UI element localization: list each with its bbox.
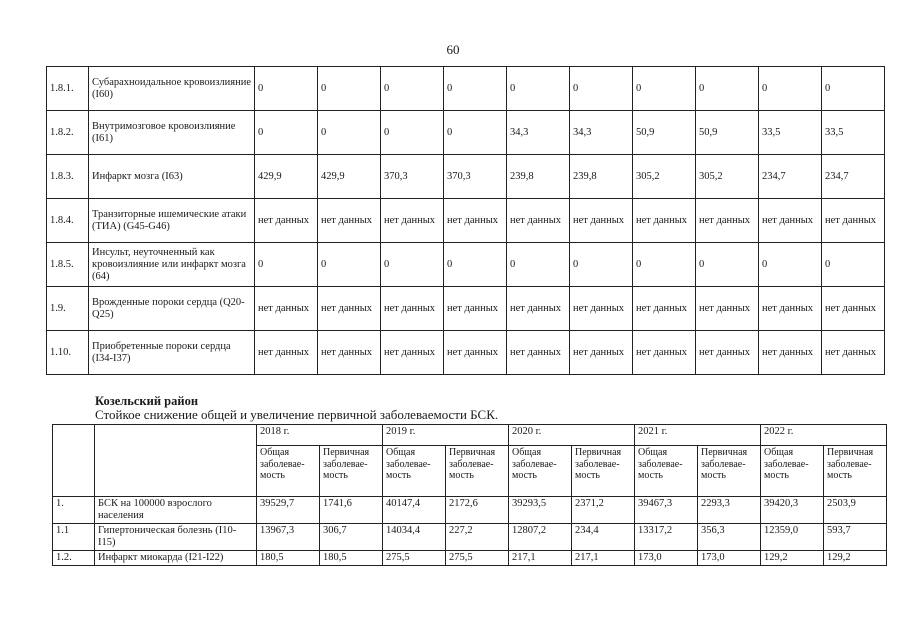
- table-cell: 39293,5: [509, 497, 572, 524]
- table-cell: 33,5: [822, 111, 885, 155]
- table-cell: нет данных: [633, 331, 696, 375]
- table-cell: 0: [570, 243, 633, 287]
- table-cell: 13967,3: [257, 524, 320, 551]
- table-cell: 217,1: [572, 551, 635, 566]
- year-header: 2020 г.: [509, 425, 635, 446]
- table-cell: 50,9: [633, 111, 696, 155]
- table-cell: 306,7: [320, 524, 383, 551]
- table-cell: нет данных: [381, 199, 444, 243]
- table-cell: нет данных: [822, 331, 885, 375]
- table-cell: 305,2: [633, 155, 696, 199]
- table-cell: нет данных: [255, 331, 318, 375]
- row-label: Врожденные пороки сердца (Q20-Q25): [89, 287, 255, 331]
- table-cell: 593,7: [824, 524, 887, 551]
- table-cell: 0: [381, 111, 444, 155]
- table-cell: 0: [507, 243, 570, 287]
- table-cell: 0: [759, 243, 822, 287]
- table-cell: нет данных: [570, 199, 633, 243]
- table-cell: нет данных: [759, 331, 822, 375]
- row-number: 1.10.: [47, 331, 89, 375]
- subheader-cell: Общая заболевае-мость: [257, 446, 320, 497]
- table-cell: нет данных: [444, 287, 507, 331]
- table-cell: 234,7: [822, 155, 885, 199]
- table-cell: 0: [633, 243, 696, 287]
- table-cell: 180,5: [320, 551, 383, 566]
- subheader-cell: Общая заболевае-мость: [761, 446, 824, 497]
- table-cell: 0: [381, 243, 444, 287]
- table-cell: нет данных: [507, 287, 570, 331]
- table-cell: 33,5: [759, 111, 822, 155]
- table-cell: 239,8: [570, 155, 633, 199]
- row-number: 1.9.: [47, 287, 89, 331]
- table-cell: 0: [696, 243, 759, 287]
- table-row: [47, 199, 885, 243]
- subheader-cell: Первичная заболевае-мость: [320, 446, 383, 497]
- table-cell: 429,9: [318, 155, 381, 199]
- table-row: [47, 331, 885, 375]
- table-cell: 173,0: [635, 551, 698, 566]
- year-header: 2022 г.: [761, 425, 887, 446]
- table-cell: 0: [507, 67, 570, 111]
- section-subtitle: Стойкое снижение общей и увеличение первичной заболеваемости БСК.: [95, 407, 499, 422]
- table-cell: нет данных: [696, 287, 759, 331]
- table-cell: 34,3: [507, 111, 570, 155]
- table-cell: 356,3: [698, 524, 761, 551]
- table-cell: 0: [255, 67, 318, 111]
- row-number: 1.1: [53, 524, 95, 551]
- table-cell: нет данных: [381, 287, 444, 331]
- table-cell: 429,9: [255, 155, 318, 199]
- row-label: Гипертоническая болезнь (I10-I15): [95, 524, 257, 551]
- table-cell: 0: [318, 67, 381, 111]
- table-cell: 0: [255, 243, 318, 287]
- table-cell: 39420,3: [761, 497, 824, 524]
- row-label: Транзиторные ишемические атаки (ТИА) (G45-G46): [89, 199, 255, 243]
- table-cell: 40147,4: [383, 497, 446, 524]
- year-header: 2021 г.: [635, 425, 761, 446]
- table-cell: 0: [318, 243, 381, 287]
- row-number: 1.8.4.: [47, 199, 89, 243]
- table-cell: 1741,6: [320, 497, 383, 524]
- table-cell: 0: [381, 67, 444, 111]
- table-cell: 39529,7: [257, 497, 320, 524]
- row-label: Внутримозговое кровоизлияние (I61): [89, 111, 255, 155]
- table-cell: 0: [822, 67, 885, 111]
- row-label: Субарахноидальное кровоизлияние (I60): [89, 67, 255, 111]
- table-cell: нет данных: [318, 287, 381, 331]
- row-number: 1.8.5.: [47, 243, 89, 287]
- table-cell: 2371,2: [572, 497, 635, 524]
- table-cell: 234,7: [759, 155, 822, 199]
- table-row: [47, 155, 885, 199]
- table-cell: нет данных: [507, 331, 570, 375]
- year-header-row: [53, 425, 887, 446]
- table-cell: 0: [444, 243, 507, 287]
- subheader-cell: Общая заболевае-мость: [509, 446, 572, 497]
- row-number: 1.8.1.: [47, 67, 89, 111]
- table-cell: нет данных: [444, 199, 507, 243]
- table-cell: нет данных: [444, 331, 507, 375]
- table-cell: 234,4: [572, 524, 635, 551]
- table-row: [53, 524, 887, 551]
- table-cell: 50,9: [696, 111, 759, 155]
- table-cell: 0: [570, 67, 633, 111]
- table-cell: нет данных: [318, 199, 381, 243]
- table-cell: 305,2: [696, 155, 759, 199]
- row-number: 1.: [53, 497, 95, 524]
- table-row: [47, 111, 885, 155]
- table-cell: 0: [696, 67, 759, 111]
- table-cell: 0: [444, 67, 507, 111]
- row-number: 1.8.3.: [47, 155, 89, 199]
- table-cell: нет данных: [318, 331, 381, 375]
- table-cell: 12359,0: [761, 524, 824, 551]
- table-cell: 34,3: [570, 111, 633, 155]
- table-cell: 275,5: [446, 551, 509, 566]
- table-cell: нет данных: [255, 287, 318, 331]
- subheader-cell: Общая заболевае-мость: [635, 446, 698, 497]
- diseases-table-continued: [46, 66, 885, 375]
- table-cell: 180,5: [257, 551, 320, 566]
- table-cell: нет данных: [633, 199, 696, 243]
- table-cell: нет данных: [759, 287, 822, 331]
- table-cell: 0: [759, 67, 822, 111]
- kozelsk-morbidity-table: [52, 424, 887, 566]
- row-label: БСК на 100000 взрослого населения: [95, 497, 257, 524]
- row-label: Приобретенные пороки сердца (I34-I37): [89, 331, 255, 375]
- year-header: 2019 г.: [383, 425, 509, 446]
- table-cell: 12807,2: [509, 524, 572, 551]
- table-cell: нет данных: [822, 287, 885, 331]
- table-cell: 239,8: [507, 155, 570, 199]
- table-cell: 129,2: [824, 551, 887, 566]
- table-row: [53, 497, 887, 524]
- subheader-cell: Первичная заболевае-мость: [698, 446, 761, 497]
- table-cell: нет данных: [759, 199, 822, 243]
- table-cell: 2293,3: [698, 497, 761, 524]
- table-cell: 13317,2: [635, 524, 698, 551]
- table-cell: нет данных: [822, 199, 885, 243]
- year-header: 2018 г.: [257, 425, 383, 446]
- table-cell: нет данных: [507, 199, 570, 243]
- table-cell: 2172,6: [446, 497, 509, 524]
- table-cell: 370,3: [444, 155, 507, 199]
- subheader-cell: Общая заболевае-мость: [383, 446, 446, 497]
- table-row: [47, 243, 885, 287]
- table-cell: 39467,3: [635, 497, 698, 524]
- row-label: Инфаркт миокарда (I21-I22): [95, 551, 257, 566]
- table-cell: 0: [822, 243, 885, 287]
- table-cell: 2503,9: [824, 497, 887, 524]
- table-cell: 0: [255, 111, 318, 155]
- subheader-cell: Первичная заболевае-мость: [572, 446, 635, 497]
- header-blank-label: [95, 425, 257, 497]
- row-label: Инфаркт мозга (I63): [89, 155, 255, 199]
- subheader-cell: Первичная заболевае-мость: [446, 446, 509, 497]
- table-cell: нет данных: [381, 331, 444, 375]
- table-cell: нет данных: [570, 287, 633, 331]
- row-number: 1.2.: [53, 551, 95, 566]
- table-cell: 0: [444, 111, 507, 155]
- subheader-cell: Первичная заболевае-мость: [824, 446, 887, 497]
- table-cell: нет данных: [696, 331, 759, 375]
- row-number: 1.8.2.: [47, 111, 89, 155]
- table-cell: 275,5: [383, 551, 446, 566]
- table-row: [53, 551, 887, 566]
- table-cell: 227,2: [446, 524, 509, 551]
- header-blank-number: [53, 425, 95, 497]
- table-cell: нет данных: [633, 287, 696, 331]
- table-row: [47, 67, 885, 111]
- table-cell: 217,1: [509, 551, 572, 566]
- table-cell: 370,3: [381, 155, 444, 199]
- table-cell: нет данных: [255, 199, 318, 243]
- page-number: 60: [446, 42, 460, 57]
- table-row: [47, 287, 885, 331]
- table-cell: 14034,4: [383, 524, 446, 551]
- table-cell: 129,2: [761, 551, 824, 566]
- table-cell: 0: [633, 67, 696, 111]
- table-cell: нет данных: [570, 331, 633, 375]
- section-title: Козельский район: [95, 394, 199, 408]
- table-cell: 0: [318, 111, 381, 155]
- row-label: Инсульт, неуточненный как кровоизлияние или инфаркт мозга (64): [89, 243, 255, 287]
- table-cell: 173,0: [698, 551, 761, 566]
- table-cell: нет данных: [696, 199, 759, 243]
